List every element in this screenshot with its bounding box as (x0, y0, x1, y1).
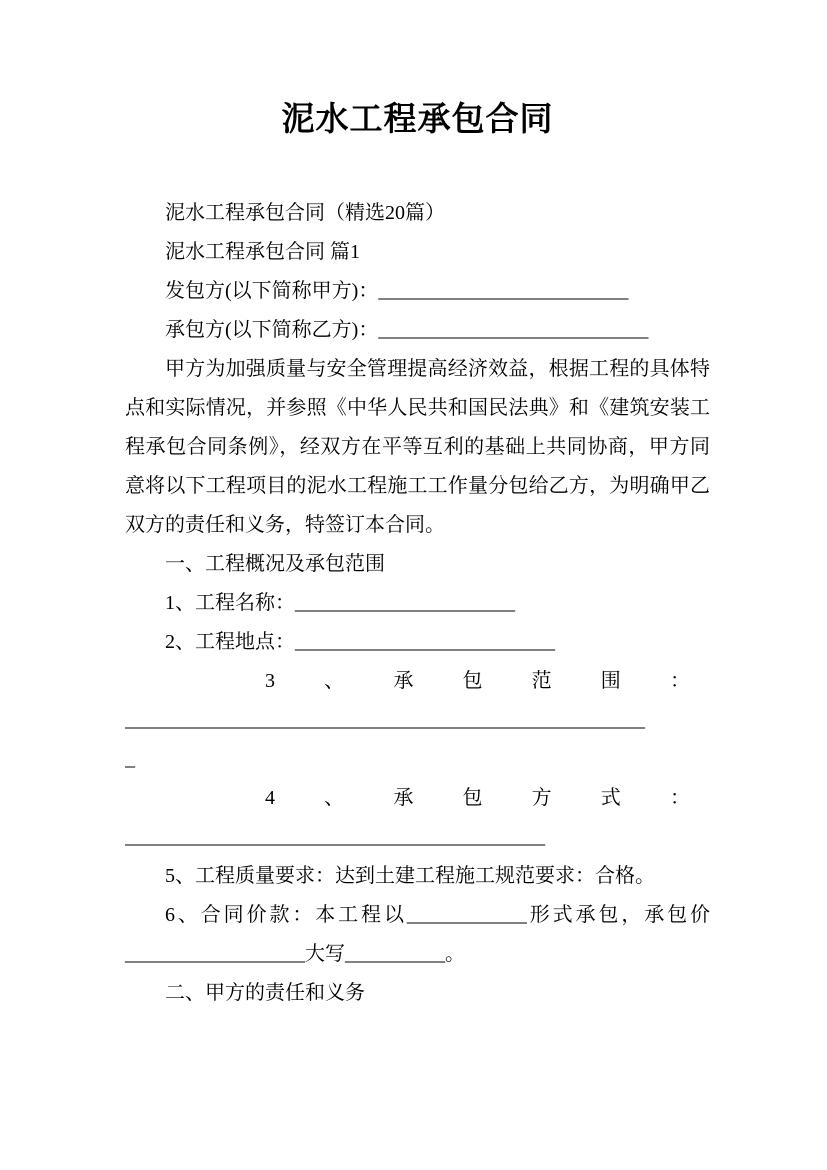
item4-char: 承 (393, 787, 414, 809)
paragraph-part-title: 泥水工程承包合同 篇1 (165, 241, 360, 263)
document-title: 泥水工程承包合同 (281, 102, 554, 138)
section1-heading: 一、工程概况及承包范围 (165, 553, 385, 575)
item3-char: 3 (265, 670, 275, 692)
party-a-line: 发包方(以下简称甲方)：_________________________ (165, 280, 629, 302)
item3-char: 围 (600, 670, 621, 692)
party-b-line: 承包方(以下简称乙方)：___________________________ (165, 319, 649, 341)
item4-char: 、 (324, 787, 345, 809)
item3-char: 包 (462, 670, 483, 692)
contract-item-4-label (265, 779, 690, 818)
item3-char: 范 (531, 670, 552, 692)
item4-char: 包 (462, 787, 483, 809)
item3-blank-underline-tail: _ (125, 748, 135, 770)
preamble-paragraph: 甲方为加强质量与安全管理提高经济效益，根据工程的具体特点和实际情况，并参照《中华人民共和国民法典》和《建筑安装工程承包合同条例》，经双方在平等互利的基础上共同协商，甲方同意将以下工程项目的泥水工程施工工作量分包给乙方，为明确甲乙双方的责任和义务，特签订本合同。 (125, 358, 710, 536)
contract-item-6: 6、合同价款：本工程以____________形式承包，承包价__________________大写__________。 (125, 904, 710, 965)
contract-item-1: 1、工程名称：______________________ (165, 592, 515, 614)
contract-item-2: 2、工程地点：__________________________ (165, 631, 555, 653)
paragraph-series-title: 泥水工程承包合同（精选20篇） (165, 202, 445, 224)
item4-char: 式 (600, 787, 621, 809)
item4-char: 4 (265, 787, 275, 809)
item3-blank-underline: ____________________________________________________ (125, 709, 645, 731)
item4-blank-underline: __________________________________________ (125, 826, 545, 848)
item4-char: ： (669, 787, 690, 809)
item3-char: 、 (324, 670, 345, 692)
contract-item-3-label (265, 662, 690, 701)
item3-char: 承 (393, 670, 414, 692)
contract-item-5: 5、工程质量要求：达到土建工程施工规范要求：合格。 (165, 865, 655, 887)
section2-heading: 二、甲方的责任和义务 (165, 982, 365, 1004)
item3-char: ： (669, 670, 690, 692)
item4-char: 方 (531, 787, 552, 809)
